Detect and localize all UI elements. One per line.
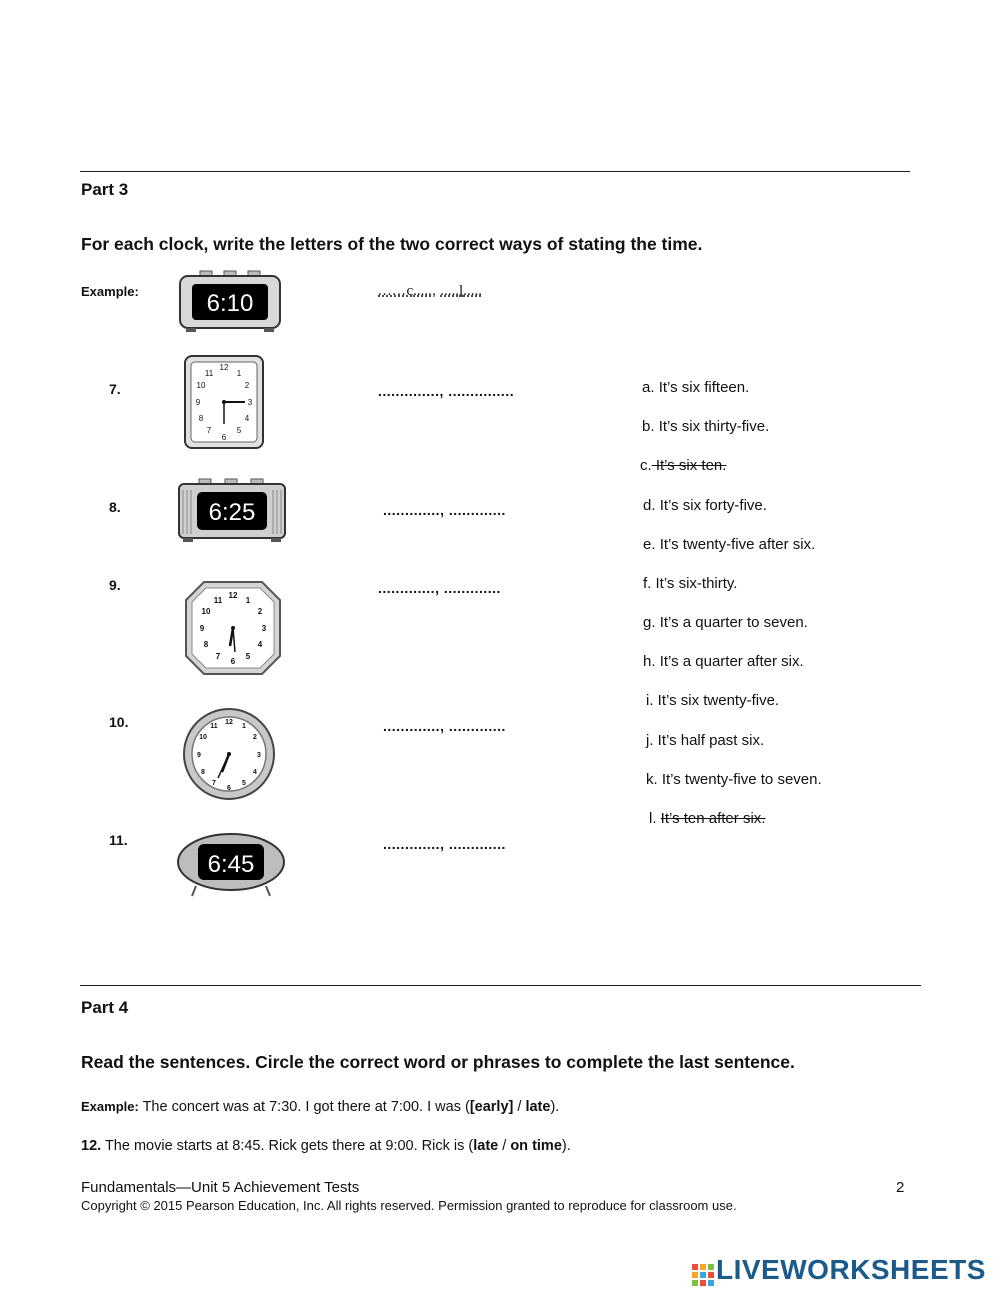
option-letter: e. <box>643 536 656 553</box>
option-text-struck: It’s six ten. <box>651 457 727 474</box>
sentence-end: ). <box>561 1138 571 1154</box>
svg-text:8: 8 <box>198 414 204 423</box>
option-text: It’s six forty-five. <box>659 497 767 514</box>
part3-title: Part 3 <box>81 180 129 199</box>
svg-text:11: 11 <box>213 596 223 605</box>
svg-text:4: 4 <box>257 640 263 649</box>
option-text: It’s a quarter to seven. <box>659 614 808 631</box>
option-g <box>643 614 808 631</box>
option-letter: h. <box>643 653 656 670</box>
option-text-struck: It’s ten after six. <box>660 810 766 827</box>
middle-divider <box>80 985 921 986</box>
svg-text:3: 3 <box>257 752 261 759</box>
option-letter: b. <box>642 418 655 435</box>
example-clock-digits: 6:10 <box>206 290 254 317</box>
option-f <box>643 575 737 592</box>
svg-text:8: 8 <box>201 769 205 776</box>
option-c <box>640 457 726 474</box>
part4-title: Part 4 <box>81 998 129 1017</box>
part3-instruction: For each clock, write the letters of the two correct ways of stating the time. <box>81 234 703 254</box>
question-number: 10. <box>109 714 129 730</box>
svg-text:2: 2 <box>253 734 257 741</box>
option-e <box>643 536 815 553</box>
svg-text:3: 3 <box>261 624 267 633</box>
example-text: The concert was at 7:30. I got there at 7:00. I was ( <box>138 1099 470 1115</box>
svg-text:1: 1 <box>236 369 242 378</box>
example-label: Example: <box>81 1099 139 1114</box>
option-text: It’s six fifteen. <box>658 379 750 396</box>
option-letter: i. <box>646 692 654 709</box>
answer-blank[interactable]: ............., ............. <box>378 580 501 596</box>
example-choice-early: [early] <box>469 1099 514 1115</box>
example-answer-2: l <box>459 283 464 299</box>
svg-text:7: 7 <box>206 426 212 435</box>
svg-text:2: 2 <box>257 607 263 616</box>
answer-blank[interactable]: ............., ............. <box>383 718 506 734</box>
option-letter: l. <box>649 810 657 827</box>
svg-text:12: 12 <box>225 719 233 726</box>
option-letter: a. <box>642 379 655 396</box>
question-number: 12. <box>81 1138 102 1154</box>
footer-title: Fundamentals—Unit 5 Achievement Tests <box>81 1179 360 1196</box>
copyright-notice: Copyright © 2015 Pearson Education, Inc. All rights reserved. Permission granted to reproduce for classroom use. <box>81 1198 737 1213</box>
question-number: 11. <box>109 832 128 848</box>
svg-text:11: 11 <box>204 369 214 378</box>
clock-digits: 6:45 <box>207 851 255 878</box>
option-letter: f. <box>643 575 652 592</box>
option-text: It’s half past six. <box>657 732 765 749</box>
option-text: It’s six thirty-five. <box>658 418 770 435</box>
choice-on-time[interactable]: on time <box>510 1138 562 1154</box>
part4-example <box>81 1099 559 1115</box>
option-l <box>649 810 765 827</box>
svg-text:5: 5 <box>236 426 242 435</box>
question-12 <box>81 1138 571 1154</box>
option-letter: k. <box>646 771 658 788</box>
part4-instruction: Read the sentences. Circle the correct word or phrases to complete the last sentence. <box>81 1052 795 1072</box>
svg-text:9: 9 <box>197 752 201 759</box>
svg-text:4: 4 <box>253 769 257 776</box>
svg-text:8: 8 <box>203 640 209 649</box>
example-label: Example: <box>81 284 139 299</box>
option-j <box>646 732 764 749</box>
svg-text:6: 6 <box>230 657 236 666</box>
svg-text:1: 1 <box>245 596 251 605</box>
svg-text:12: 12 <box>228 591 238 600</box>
question-number: 8. <box>109 499 121 515</box>
example-digital-clock <box>178 270 282 339</box>
svg-text:6: 6 <box>221 433 227 442</box>
sentence-end: ). <box>550 1099 560 1115</box>
analog-clock-square <box>183 354 265 455</box>
clock-digits: 6:25 <box>208 499 256 526</box>
svg-text:10: 10 <box>196 381 206 390</box>
svg-text:12: 12 <box>219 363 229 372</box>
digital-clock <box>176 832 286 903</box>
option-text: It’s twenty-five to seven. <box>661 771 822 788</box>
digital-clock <box>177 478 287 549</box>
answer-blank[interactable]: ............., ............. <box>383 502 506 518</box>
question-text: The movie starts at 8:45. Rick gets there at 9:00. Rick is ( <box>101 1138 474 1154</box>
logo-grid-icon <box>692 1264 714 1286</box>
option-letter: j. <box>646 732 654 749</box>
svg-text:7: 7 <box>212 780 216 787</box>
option-i <box>646 692 779 709</box>
option-letter: g. <box>643 614 656 631</box>
svg-text:5: 5 <box>242 780 246 787</box>
svg-text:11: 11 <box>210 723 218 730</box>
svg-text:9: 9 <box>199 624 205 633</box>
option-letter: d. <box>643 497 656 514</box>
svg-text:9: 9 <box>195 398 201 407</box>
svg-text:5: 5 <box>245 652 251 661</box>
question-number: 9. <box>109 577 121 593</box>
option-text: It’s a quarter after six. <box>659 653 804 670</box>
svg-text:6: 6 <box>227 785 231 792</box>
answer-blank[interactable]: .............., ............... <box>378 383 515 399</box>
analog-clock-octagon <box>184 580 282 681</box>
question-number: 7. <box>109 381 121 397</box>
option-text: It’s six twenty-five. <box>657 692 780 709</box>
svg-text:1: 1 <box>242 723 246 730</box>
top-divider <box>80 171 910 172</box>
example-answer: ......c....., .....l..... <box>378 282 482 299</box>
choice-late[interactable]: late <box>473 1138 499 1154</box>
option-letter: c. <box>640 457 652 474</box>
option-h <box>643 653 804 670</box>
svg-text:10: 10 <box>201 607 211 616</box>
choice-separator: / <box>498 1138 511 1154</box>
svg-text:3: 3 <box>247 398 253 407</box>
example-choice-late: late <box>525 1099 551 1115</box>
page-number: 2 <box>896 1179 905 1196</box>
option-text: It’s twenty-five after six. <box>659 536 816 553</box>
option-d <box>643 497 767 514</box>
answer-blank[interactable]: ............., ............. <box>383 836 506 852</box>
option-k <box>646 771 822 788</box>
example-answer-1: c <box>406 283 414 299</box>
option-b <box>642 418 769 435</box>
option-text: It’s six-thirty. <box>655 575 738 592</box>
logo-text: LIVEWORKSHEETS <box>716 1254 986 1285</box>
option-a <box>642 379 749 396</box>
analog-clock-round <box>182 706 276 807</box>
choice-separator: / <box>513 1099 526 1115</box>
svg-text:10: 10 <box>199 734 207 741</box>
liveworksheets-logo[interactable] <box>692 1254 986 1286</box>
svg-text:4: 4 <box>244 414 250 423</box>
svg-text:2: 2 <box>244 381 250 390</box>
svg-text:7: 7 <box>215 652 221 661</box>
